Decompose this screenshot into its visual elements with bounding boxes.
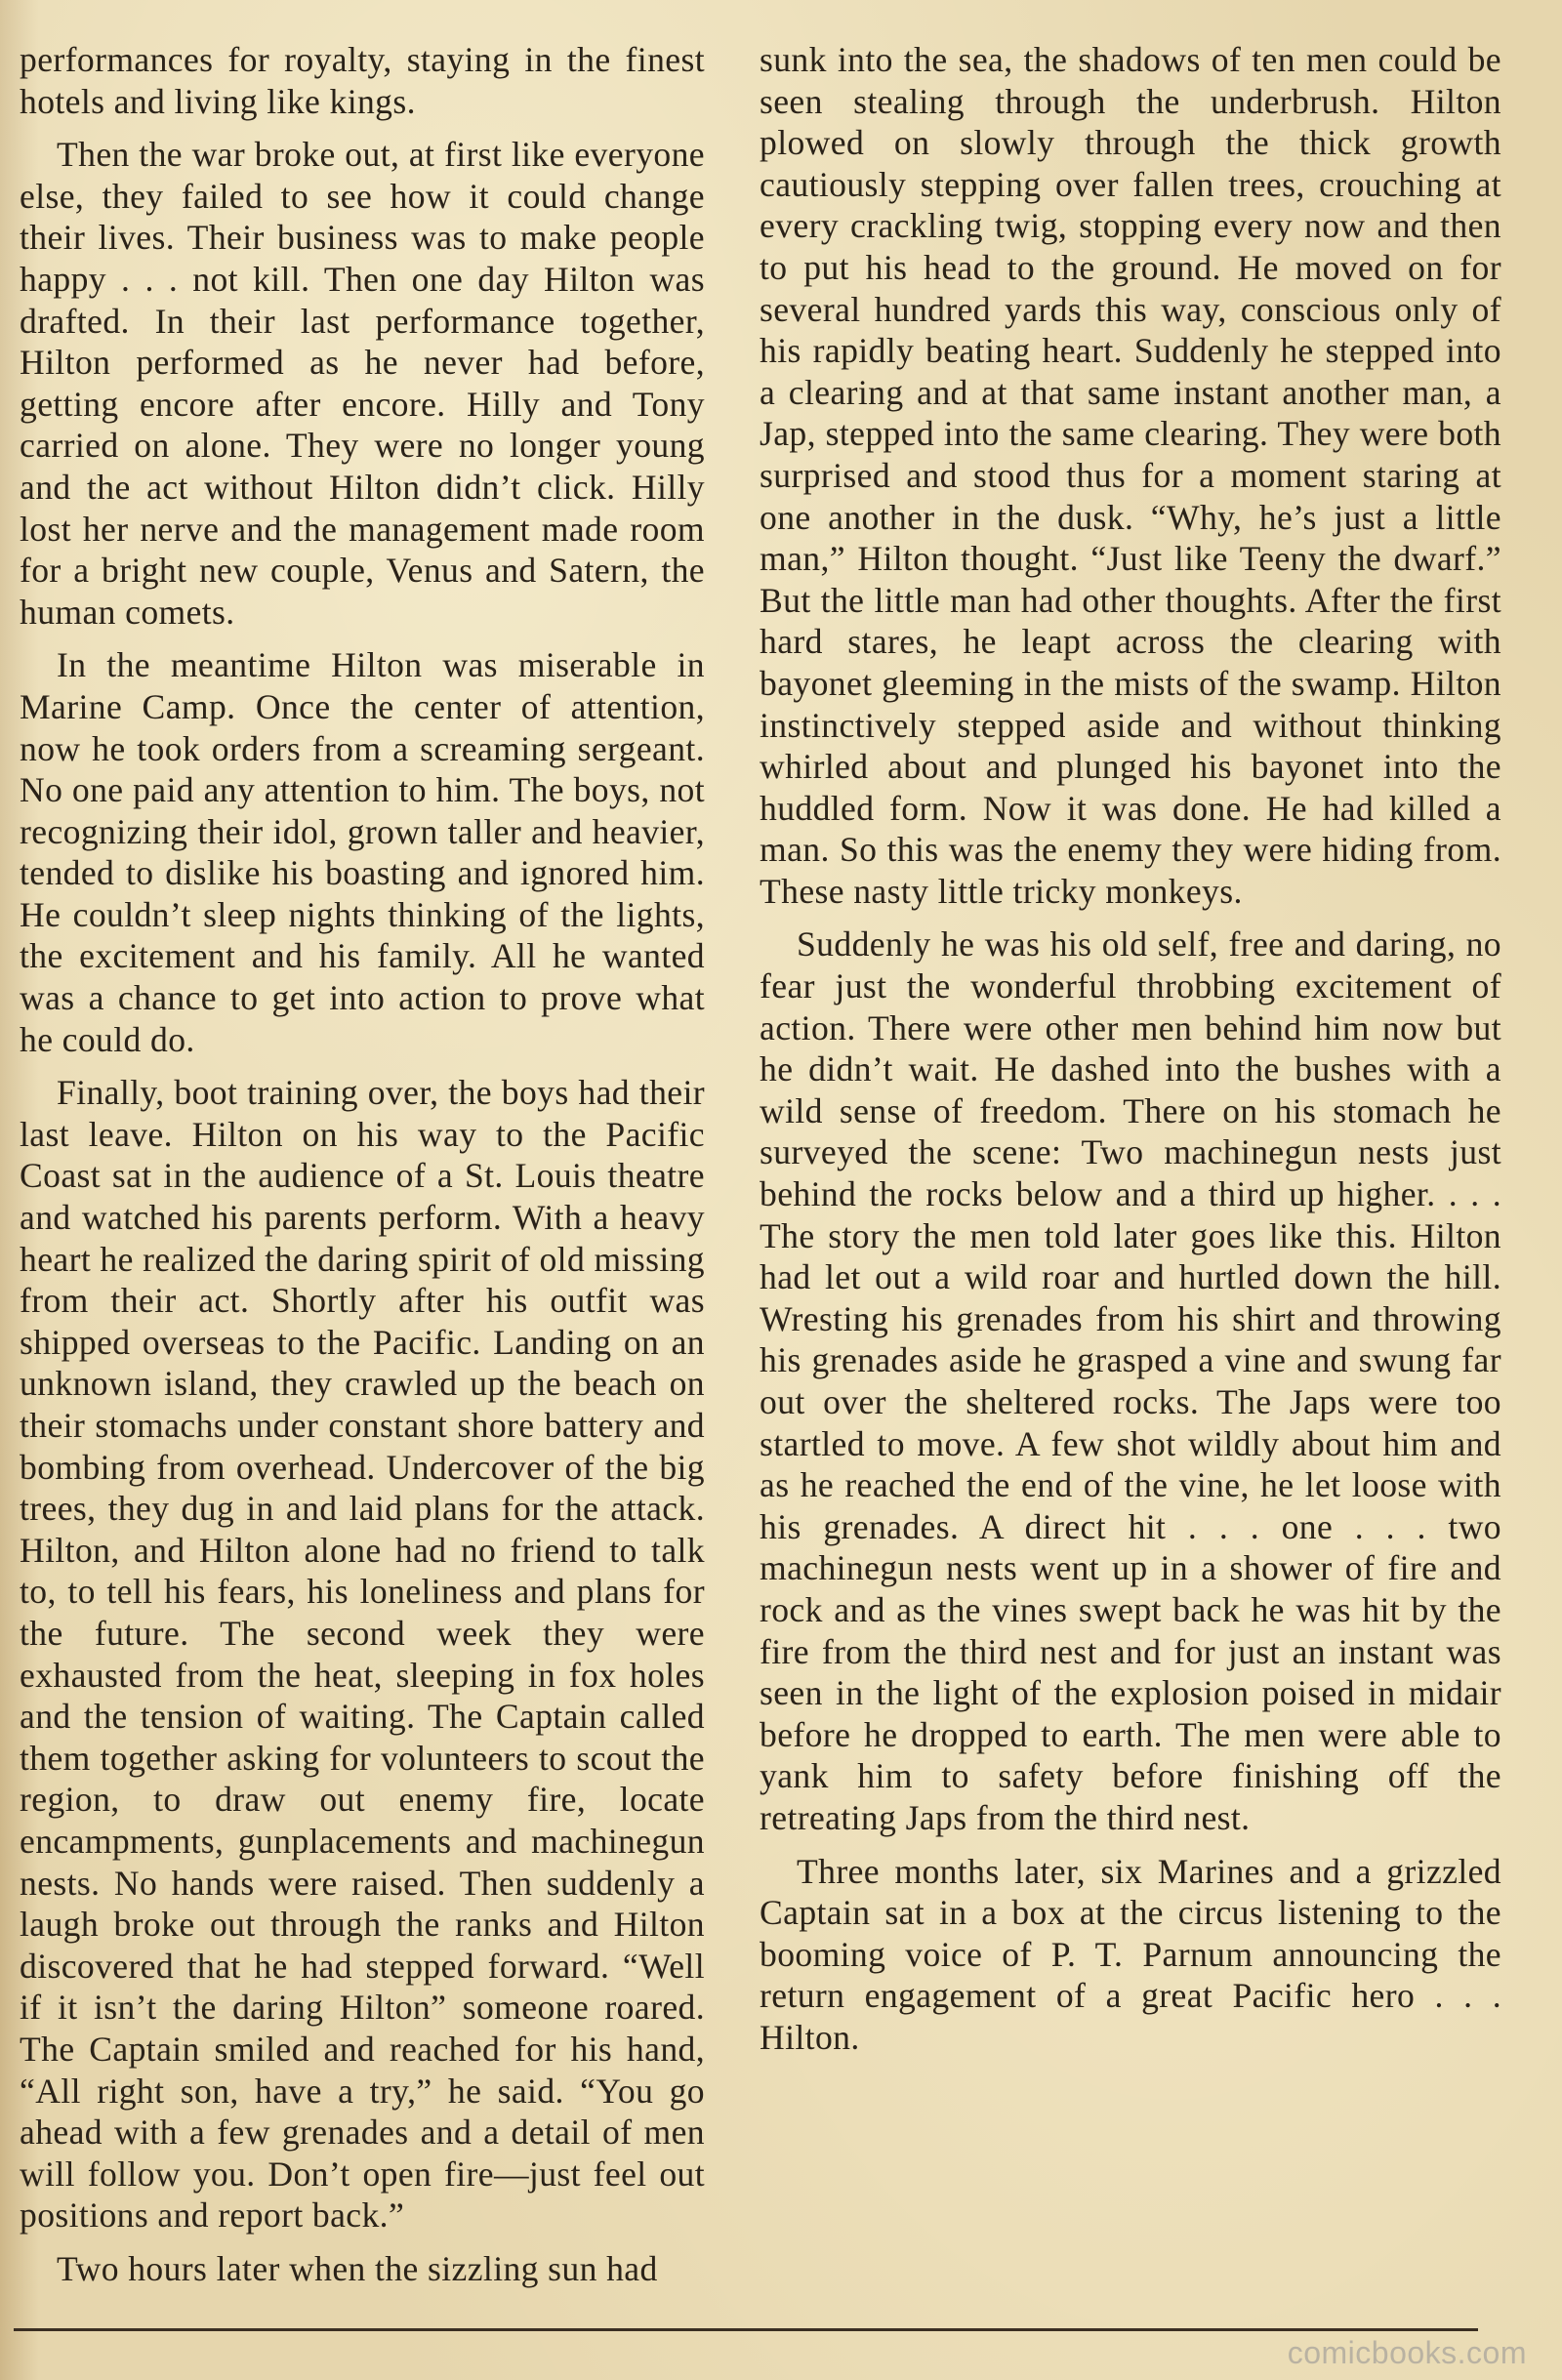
paragraph: performances for royalty, staying in the finest hotels and living like kings.: [20, 40, 705, 121]
paragraph: Then the war broke out, at first like everyone else, they failed to see how it could change their lives. Their business was to make people happy . . . not kill. Then one day Hilton was drafted. In their last performance together, Hilton performed as he never had before, getting encore after encore. Hilly and Tony carried on alone. They were no longer young and the act without Hilton didn’t click. Hilly lost her nerve and the management made room for a bright new couple, Venus and Satern, the human comets.: [20, 135, 705, 632]
paragraph: Two hours later when the sizzling sun had: [57, 2248, 658, 2288]
paragraph: Suddenly he was his old self, free and daring, no fear just the wonderful throbbing excitement of action. There were other men behind him now but he didn’t wait. He dashed into the bushes with a wild sense of freedom. There on his stomach he surveyed the scene: Two machinegun nests just behind the rocks below and a third up higher. . . . The story the men told later goes like this. Hilton had let out a wild roar and hurtled down the hill. Wresting his grenades from his shirt and throwing his grenades aside he grasped a vine and swung far out over the sheltered rocks. The Japs were too startled to move. A few shot wildly about him and as he reached the end of the vine, he let loose with his grenades. A direct hit . . . one . . . two machinegun nests went up in a shower of fire and rock and as the vines swept back he was hit by the fire from the third nest and for just an instant was seen in the light of the explosion poised in midair before he dropped to earth. The men were able to yank him to safety before finishing off the retreating Japs from the third nest.: [760, 924, 1501, 1837]
left-text-column: [20, 39, 705, 2301]
paragraph: In the meantime Hilton was miserable in Marine Camp. Once the center of attention, now he took orders from a screaming sergeant. No one paid any attention to him. The boys, not recognizing their idol, grown taller and heavier, tended to dislike his boasting and ignored him. He couldn’t sleep nights thinking of the lights, the excitement and his family. All he wanted was a chance to get into action to prove what he could do.: [20, 645, 705, 1059]
right-text-column: [760, 39, 1501, 2071]
paragraph: sunk into the sea, the shadows of ten men could be seen stealing through the underbrush. Hilton plowed on slowly through the thick growth cautiously stepping over fallen trees, crouching at every crackling twig, stopping every now and then to put his head to the ground. He moved on for several hundred yards this way, conscious only of his rapidly beating heart. Suddenly he stepped into a clearing and at that same instant another man, a Jap, stepped into the same clearing. They were both surprised and stood thus for a moment staring at one another in the dusk. “Why, he’s just a little man,” Hilton thought. “Just like Teeny the dwarf.” But the little man had other thoughts. After the first hard stares, he leapt across the clearing with bayonet gleeming in the mists of the swamp. Hilton instinctively stepped aside and without thinking whirled about and plunged his bayonet into the huddled form. Now it was done. He had killed a man. So this was the enemy they were hiding from. These nasty little tricky monkeys.: [760, 40, 1501, 911]
paragraph: Three months later, six Marines and a grizzled Captain sat in a box at the circus listening to the booming voice of P. T. Parnum announcing the return engagement of a great Pacific hero . . . Hilton.: [760, 1851, 1501, 2057]
bottom-rule: [14, 2328, 1478, 2331]
watermark: comicbooks.com: [1287, 2335, 1527, 2370]
paragraph: Finally, boot training over, the boys had their last leave. Hilton on his way to the Pacific Coast sat in the audience of a St. Louis theatre and watched his parents perform. With a heavy heart he realized the daring spirit of old missing from their act. Shortly after his outfit was shipped overseas to the Pacific. Landing on an unknown island, they crawled up the beach on their stomachs under constant shore battery and bombing from overhead. Undercover of the big trees, they dug in and laid plans for the attack. Hilton, and Hilton alone had no friend to talk to, to tell his fears, his loneliness and plans for the future. The second week they were exhausted from the heat, sleeping in fox holes and the tension of waiting. The Captain called them together asking for volunteers to scout the region, to draw out enemy fire, locate encampments, gunplacements and machinegun nests. No hands were raised. Then suddenly a laugh broke out through the ranks and Hilton discovered that he had stepped forward. “Well if it isn’t the daring Hilton” someone roared. The Captain smiled and reached for his hand, “All right son, have a try,” he said. “You go ahead with a few grenades and a detail of men will follow you. Don’t open fire—just feel out positions and report back.”: [20, 1073, 705, 2236]
